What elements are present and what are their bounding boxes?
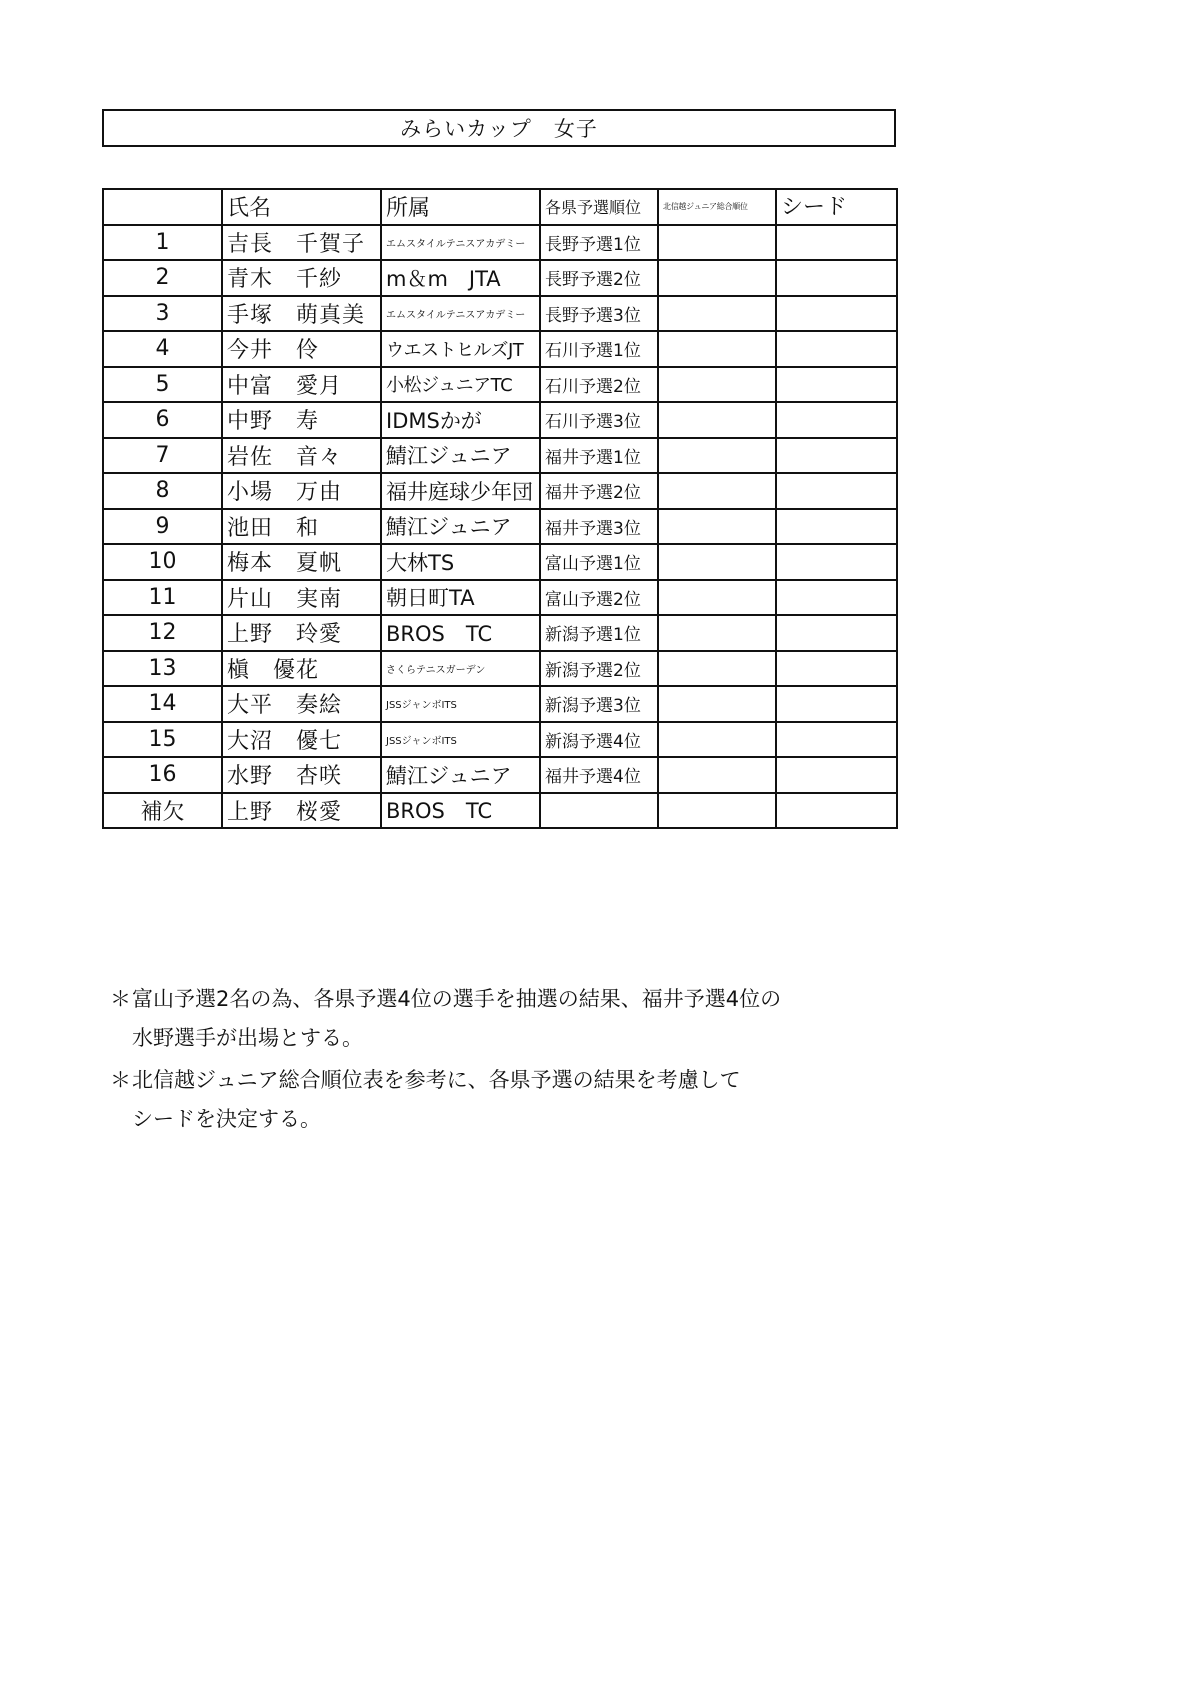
cell-seed	[776, 793, 897, 829]
table-row	[103, 260, 897, 296]
cell-prefecture-rank: 福井予選2位	[540, 473, 658, 509]
cell-hokushinetsu-rank	[658, 509, 776, 545]
cell-seed	[776, 402, 897, 438]
header-hokushinetsu-rank: 北信越ジュニア総合順位	[658, 189, 776, 225]
cell-hokushinetsu-rank	[658, 544, 776, 580]
cell-seed	[776, 615, 897, 651]
cell-hokushinetsu-rank	[658, 580, 776, 616]
cell-number: 8	[103, 473, 222, 509]
cell-club: IDMSかが	[381, 402, 540, 438]
cell-number: 10	[103, 544, 222, 580]
cell-player-name: 吉長 千賀子	[222, 225, 381, 261]
cell-number: 16	[103, 757, 222, 793]
cell-club: さくらテニスガーデン	[381, 651, 540, 687]
cell-prefecture-rank: 長野予選2位	[540, 260, 658, 296]
cell-prefecture-rank: 石川予選2位	[540, 367, 658, 403]
cell-hokushinetsu-rank	[658, 260, 776, 296]
cell-player-name: 槇 優花	[222, 651, 381, 687]
cell-prefecture-rank: 新潟予選1位	[540, 615, 658, 651]
header-prefecture-rank: 各県予選順位	[540, 189, 658, 225]
cell-number: 15	[103, 722, 222, 758]
cell-prefecture-rank: 新潟予選4位	[540, 722, 658, 758]
cell-club: ウエストヒルズJT	[381, 331, 540, 367]
cell-hokushinetsu-rank	[658, 722, 776, 758]
cell-number: 1	[103, 225, 222, 261]
cell-player-name: 小場 万由	[222, 473, 381, 509]
cell-seed	[776, 296, 897, 332]
cell-prefecture-rank: 富山予選1位	[540, 544, 658, 580]
table-row	[103, 473, 897, 509]
cell-player-name: 中富 愛月	[222, 367, 381, 403]
cell-player-name: 今井 伶	[222, 331, 381, 367]
table-row	[103, 402, 897, 438]
cell-number: 補欠	[103, 793, 222, 829]
cell-player-name: 岩佐 音々	[222, 438, 381, 474]
table-row	[103, 793, 897, 829]
cell-hokushinetsu-rank	[658, 438, 776, 474]
cell-prefecture-rank: 新潟予選3位	[540, 686, 658, 722]
table-row	[103, 651, 897, 687]
note-mark: ＊	[110, 1068, 131, 1092]
table-row	[103, 509, 897, 545]
cell-seed	[776, 757, 897, 793]
cell-prefecture-rank: 石川予選3位	[540, 402, 658, 438]
cell-seed	[776, 260, 897, 296]
cell-number: 3	[103, 296, 222, 332]
header-seed: シード	[776, 189, 897, 225]
cell-prefecture-rank: 長野予選1位	[540, 225, 658, 261]
cell-club: 鯖江ジュニア	[381, 438, 540, 474]
cell-club: 小松ジュニアTC	[381, 367, 540, 403]
cell-seed	[776, 331, 897, 367]
table-row	[103, 722, 897, 758]
header-club: 所属	[381, 189, 540, 225]
table-row	[103, 225, 897, 261]
cell-number: 2	[103, 260, 222, 296]
cell-hokushinetsu-rank	[658, 296, 776, 332]
table-row	[103, 686, 897, 722]
table-row	[103, 296, 897, 332]
cell-club: 鯖江ジュニア	[381, 509, 540, 545]
cell-prefecture-rank: 福井予選3位	[540, 509, 658, 545]
cell-prefecture-rank: 長野予選3位	[540, 296, 658, 332]
cell-club: m＆m JTA	[381, 260, 540, 296]
cell-number: 5	[103, 367, 222, 403]
note-mark: ＊	[110, 987, 131, 1011]
note-2	[110, 1061, 930, 1139]
cell-hokushinetsu-rank	[658, 757, 776, 793]
cell-club: JSSジャンボITS	[381, 686, 540, 722]
cell-prefecture-rank	[540, 793, 658, 829]
cell-hokushinetsu-rank	[658, 402, 776, 438]
cell-player-name: 上野 玲愛	[222, 615, 381, 651]
cell-number: 4	[103, 331, 222, 367]
cell-number: 11	[103, 580, 222, 616]
cell-seed	[776, 580, 897, 616]
cell-player-name: 池田 和	[222, 509, 381, 545]
cell-seed	[776, 651, 897, 687]
cell-hokushinetsu-rank	[658, 367, 776, 403]
cell-club: BROS TC	[381, 615, 540, 651]
cell-hokushinetsu-rank	[658, 331, 776, 367]
cell-player-name: 水野 杏咲	[222, 757, 381, 793]
note-text-continued: 水野選手が出場とする。	[132, 1026, 363, 1050]
table-row	[103, 615, 897, 651]
cell-hokushinetsu-rank	[658, 686, 776, 722]
note-text-continued: シードを決定する。	[132, 1107, 321, 1131]
cell-club: エムスタイルテニスアカデミー	[381, 225, 540, 261]
header-name: 氏名	[222, 189, 381, 225]
header-row	[103, 189, 897, 225]
roster-table	[102, 188, 898, 829]
cell-player-name: 手塚 萌真美	[222, 296, 381, 332]
roster-body	[103, 225, 897, 829]
cell-seed	[776, 473, 897, 509]
cell-number: 7	[103, 438, 222, 474]
cell-number: 12	[103, 615, 222, 651]
cell-hokushinetsu-rank	[658, 651, 776, 687]
cell-prefecture-rank: 富山予選2位	[540, 580, 658, 616]
cell-prefecture-rank: 福井予選4位	[540, 757, 658, 793]
cell-number: 14	[103, 686, 222, 722]
cell-club: 福井庭球少年団	[381, 473, 540, 509]
cell-seed	[776, 367, 897, 403]
cell-player-name: 片山 実南	[222, 580, 381, 616]
cell-club: エムスタイルテニスアカデミー	[381, 296, 540, 332]
cell-number: 6	[103, 402, 222, 438]
cell-seed	[776, 225, 897, 261]
cell-player-name: 大平 奏絵	[222, 686, 381, 722]
cell-club: JSSジャンボITS	[381, 722, 540, 758]
cell-player-name: 梅本 夏帆	[222, 544, 381, 580]
note-text: 富山予選2名の為、各県予選4位の選手を抽選の結果、福井予選4位の	[132, 987, 782, 1011]
cell-club: 朝日町TA	[381, 580, 540, 616]
cell-player-name: 大沼 優七	[222, 722, 381, 758]
table-row	[103, 580, 897, 616]
cell-club: 大林TS	[381, 544, 540, 580]
cell-prefecture-rank: 新潟予選2位	[540, 651, 658, 687]
cell-seed	[776, 544, 897, 580]
cell-player-name: 上野 桜愛	[222, 793, 381, 829]
cell-club: 鯖江ジュニア	[381, 757, 540, 793]
cell-hokushinetsu-rank	[658, 473, 776, 509]
header-number	[103, 189, 222, 225]
cell-seed	[776, 722, 897, 758]
cell-hokushinetsu-rank	[658, 615, 776, 651]
cell-hokushinetsu-rank	[658, 793, 776, 829]
cell-club: BROS TC	[381, 793, 540, 829]
cell-seed	[776, 509, 897, 545]
note-text: 北信越ジュニア総合順位表を参考に、各県予選の結果を考慮して	[132, 1068, 741, 1092]
cell-player-name: 青木 千紗	[222, 260, 381, 296]
cell-prefecture-rank: 石川予選1位	[540, 331, 658, 367]
cell-number: 9	[103, 509, 222, 545]
table-row	[103, 438, 897, 474]
cell-seed	[776, 686, 897, 722]
notes	[110, 980, 930, 1142]
cell-player-name: 中野 寿	[222, 402, 381, 438]
document-title: みらいカップ 女子	[102, 109, 896, 147]
cell-number: 13	[103, 651, 222, 687]
table-row	[103, 367, 897, 403]
cell-seed	[776, 438, 897, 474]
cell-prefecture-rank: 福井予選1位	[540, 438, 658, 474]
table-row	[103, 757, 897, 793]
table-row	[103, 331, 897, 367]
table-row	[103, 544, 897, 580]
note-1	[110, 980, 930, 1058]
cell-hokushinetsu-rank	[658, 225, 776, 261]
